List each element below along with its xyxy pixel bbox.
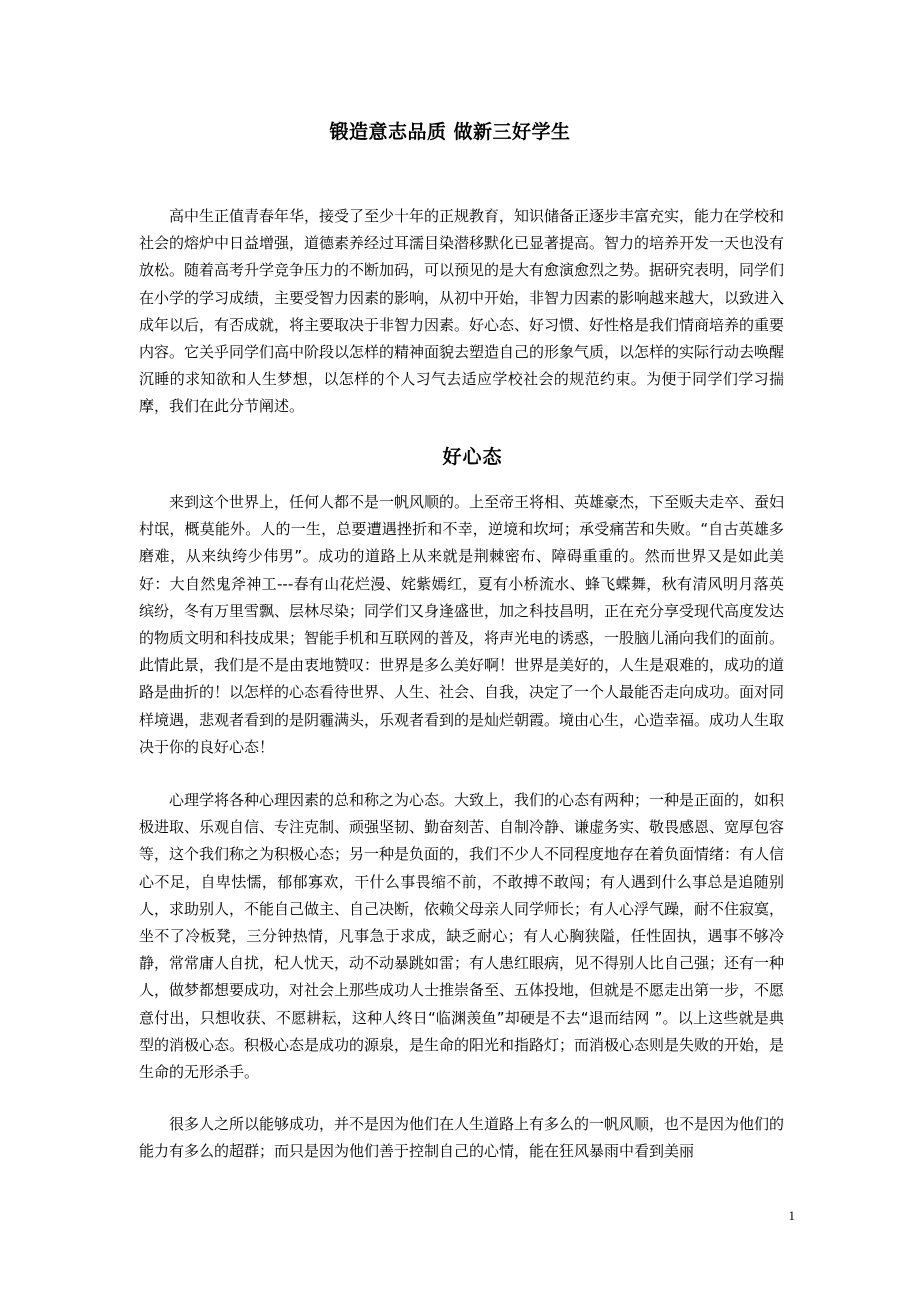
intro-paragraph: 高中生正值青春年华，接受了至少十年的正规教育，知识储备正逐步丰富充实，能力在学校和社会的熔炉中日益增强，道德素养经过耳濡目染潜移默化已显著提高。智力的培养开发一天也没有放松。随着高考升学竞争压力的不断加码，可以预见的是大有愈演愈烈之势。据研究表明，同学们在小学的学习成绩，主要受智力因素的影响，从初中开始，非智力因素的影响越来越大，以致进入成年以后，有否成就，将主要取决于非智力因素。好心态、好习惯、好性格是我们情商培养的重要内容。它关乎同学们高中阶段以怎样的精神面貌去塑造自己的形象气质，以怎样的实际行动去唤醒沉睡的求知欲和人生梦想，以怎样的个人习气去适应学校社会的规范约束。为便于同学们学习揣摩，我们在此分节阐述。 (139, 207, 785, 416)
page-number: 1 (788, 1208, 795, 1223)
document-title: 锻造意志品质 做新三好学生 (329, 121, 571, 143)
body-paragraph: 来到这个世界上，任何人都不是一帆风顺的。上至帝王将相、英雄豪杰，下至贩夫走卒、蚕妇村氓，概莫能外。人的一生，总要遭遇挫折和不幸，逆境和坎坷；承受痛苦和失败。“自古英雄多磨难，从来纨绔少伟男”。成功的道路上从来就是荆棘密布、障碍重重的。然而世界又是如此美好：大自然鬼斧神工---春有山花烂漫、姹紫嫣红，夏有小桥流水、蜂飞蝶舞，秋有清风明月落英缤纷，冬有万里雪飘、层林尽染；同学们又身逢盛世，加之科技昌明，正在充分享受现代高度发达的物质文明和科技成果；智能手机和互联网的普及，将声光电的诱惑，一股脑儿涌向我们的面前。此情此景，我们是不是由衷地赞叹：世界是多么美好啊！世界是美好的，人生是艰难的，成功的道路是曲折的！以怎样的心态看待世界、人生、社会、自我，决定了一个人最能否走向成功。面对同样境遇，悲观者看到的是阴霾满头，乐观者看到的是灿烂朝霞。境由心生，心造幸福。成功人生取决于你的良好心态！ (139, 493, 785, 756)
section-heading: 好心态 (442, 446, 503, 468)
body-paragraph: 心理学将各种心理因素的总和称之为心态。大致上，我们的心态有两种；一种是正面的，如积极进取、乐观自信、专注克制、顽强坚韧、勤奋刻苦、自制冷静、谦虚务实、敬畏感恩、宽厚包容等，这个我们称之为积极心态；另一种是负面的，我们不少人不同程度地存在着负面情绪：有人信心不足，自卑怯懦，郁郁寡欢，干什么事畏缩不前，不敢搏不敢闯；有人遇到什么事总是追随别人，求助别人，不能自己做主、自己决断，依赖父母亲人同学师长；有人心浮气躁，耐不住寂寞，坐不了冷板凳，三分钟热情，凡事急于求成，缺乏耐心；有人心胸狭隘，任性固执，遇事不够冷静，常常庸人自扰，杞人忧天，动不动暴跳如雷；有人患红眼病，见不得别人比自己强；还有一种人，做梦都想要成功，对社会上那些成功人士推崇备至、五体投地，但就是不愿走出第一步，不愿意付出，只想收获、不愿耕耘，这种人终日“临渊羡鱼”却硬是不去“退而结网 ”。以上这些就是典型的消极心态。积极心态是成功的源泉，是生命的阳光和指路灯；而消极心态则是失败的开始，是生命的无形杀手。 (139, 791, 785, 1082)
body-paragraph: 很多人之所以能够成功，并不是因为他们在人生道路上有多么的一帆风顺，也不是因为他们的能力有多么的超群；而只是因为他们善于控制自己的心情，能在狂风暴雨中看到美丽 (139, 1115, 785, 1161)
